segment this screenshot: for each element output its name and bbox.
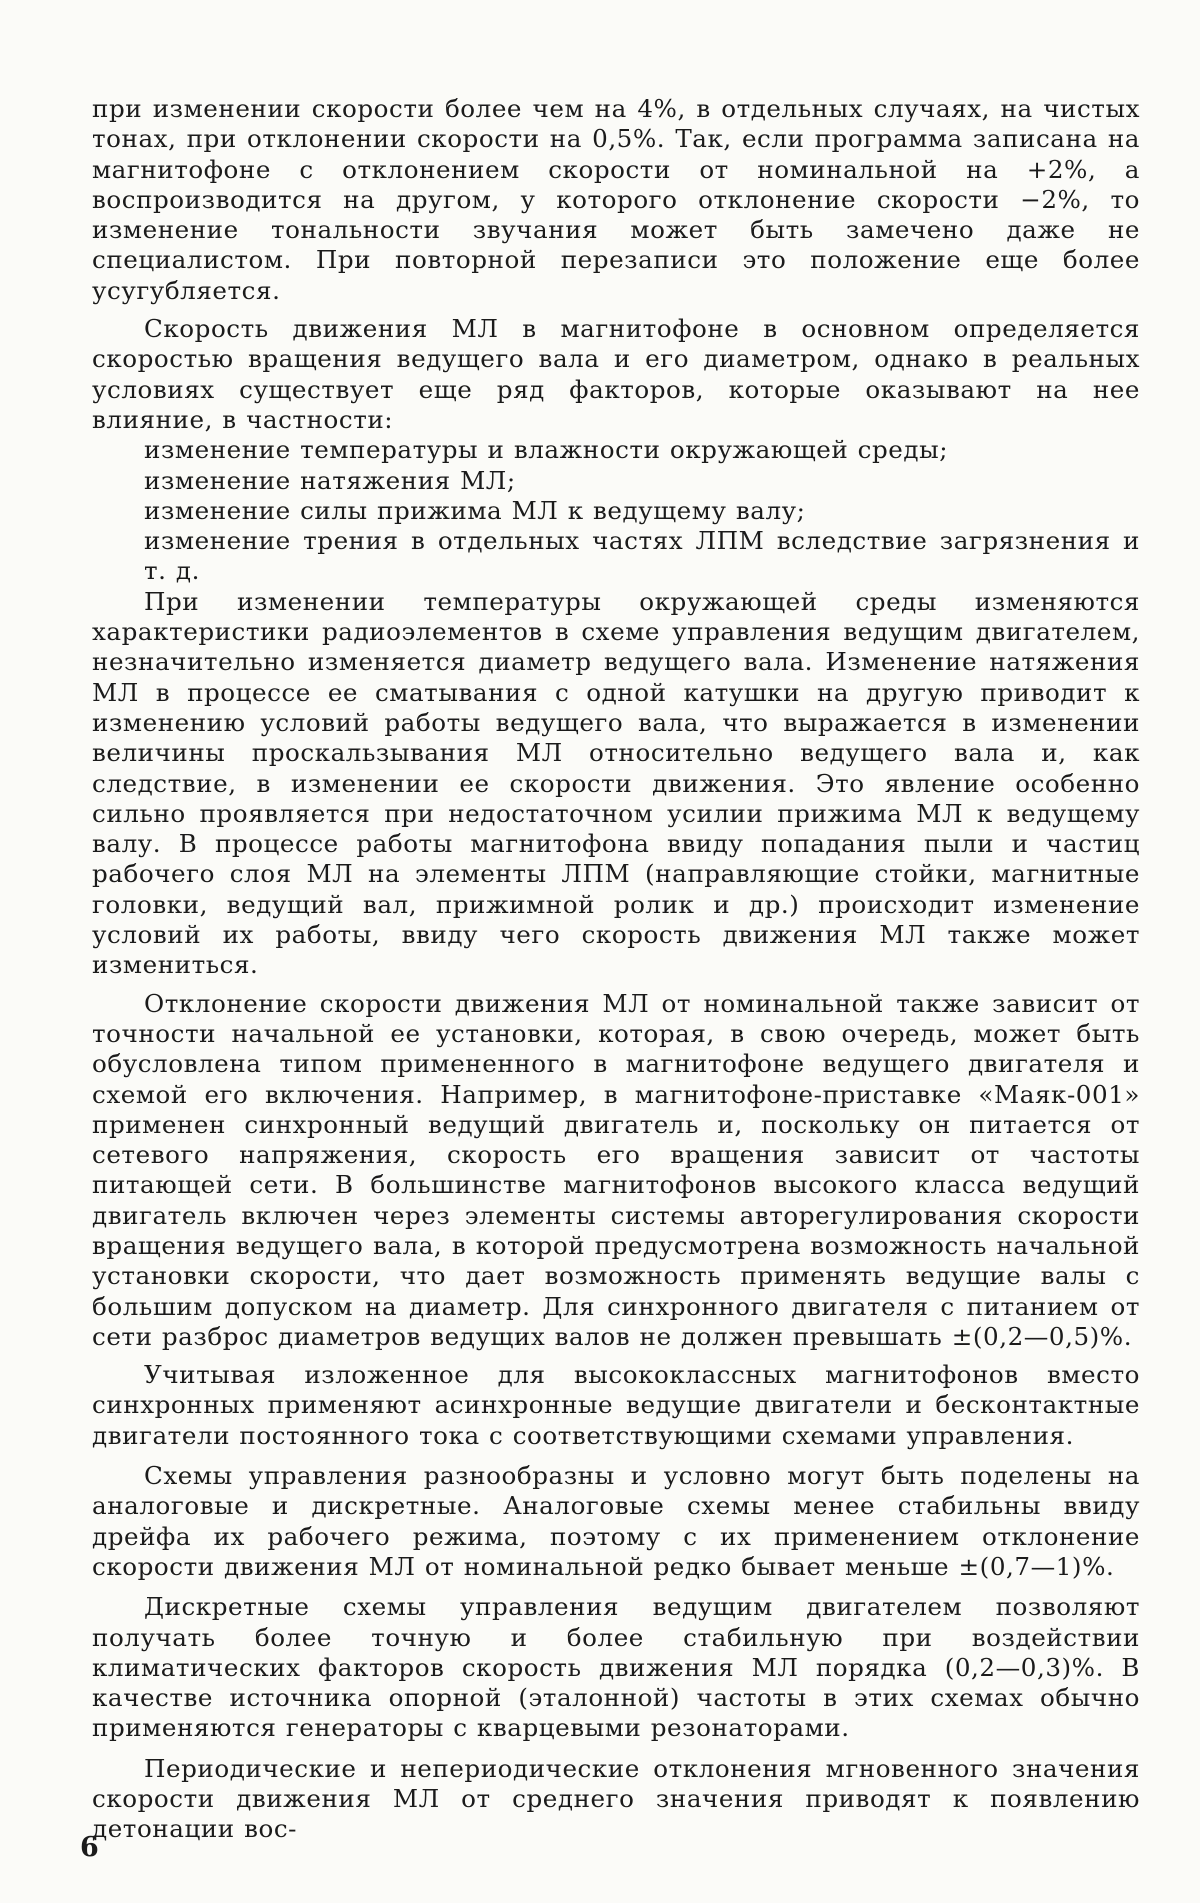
page-number: 6 bbox=[80, 1832, 99, 1863]
paragraph-control-circuits: Схемы управления разнообразны и условно могут быть поделены на аналоговые и дискретные. Аналоговые схемы менее стабильны ввиду дрейфа их рабочего режима, поэтому с их применением отклонение скорости движения МЛ от номинальной редко бывает меньше ±(0,7—1)%. bbox=[92, 1461, 1140, 1581]
list-item-temperature: изменение температуры и влажности окружающей среды; bbox=[144, 435, 949, 465]
paragraph-detonation: Периодические и непериодические отклонения мгновенного значения скорости движения МЛ от среднего значения приводят к появлению детонации вос- bbox=[92, 1753, 1140, 1844]
paragraph-async-motors: Учитывая изложенное для высококлассных магнитофонов вместо синхронных применяют асинхронные ведущие двигатели и бесконтактные двигатели постоянного тока с соответствующими схемами управления. bbox=[92, 1360, 1140, 1450]
paragraph-speed-deviation: Отклонение скорости движения МЛ от номинальной также зависит от точности начальной ее установки, которая, в свою очередь, может быть обусловлена типом примененного в магнитофоне ведущего двигателя и схемой его включения. Например, в магнитофоне-приставке «Маяк-001» применен синхронный ведущий двигатель и, поскольку он питается от сетевого напряжения, скорость его вращения зависит от частоты питающей сети. В большинстве магнитофонов высокого класса ведущий двигатель включен через элементы системы авторегулирования скорости вращения ведущего вала, в которой предусмотрена возможность начальной установки скорости, что дает возможность применять ведущие валы с большим допуском на диаметр. Для синхронного двигателя с питанием от сети разброс диаметров ведущих валов не должен превышать ±(0,2—0,5)%. bbox=[92, 988, 1140, 1351]
page-body-text bbox=[92, 94, 1140, 1845]
list-item-pressure: изменение силы прижима МЛ к ведущему валу; bbox=[144, 495, 806, 525]
list-item-tension: изменение натяжения МЛ; bbox=[144, 465, 516, 495]
paragraph-speed-factors: Скорость движения МЛ в магнитофоне в основном определяется скоростью вращения ведущего вала и его диаметром, однако в реальных условиях существует еще ряд факторов, которые оказывают на нее влияние, в частности: bbox=[92, 314, 1140, 434]
paragraph-temperature-effects: При изменении температуры окружающей среды изменяются характеристики радиоэлементов в схеме управления ведущим двигателем, незначительно изменяется диаметр ведущего вала. Изменение натяжения МЛ в процессе ее сматывания с одной катушки на другую приводит к изменению условий работы ведущего вала, что выражается в изменении величины проскальзывания МЛ относительно ведущего вала и, как следствие, в изменении ее скорости движения. Это явление особенно сильно проявляется при недостаточном усилии прижима МЛ к ведущему валу. В процессе работы магнитофона ввиду попадания пыли и частиц рабочего слоя МЛ на элементы ЛПМ (направляющие стойки, магнитные головки, ведущий вал, прижимной ролик и др.) происходит изменение условий их работы, ввиду чего скорость движения МЛ также может измениться. bbox=[92, 586, 1140, 980]
paragraph-discrete-circuits: Дискретные схемы управления ведущим двигателем позволяют получать более точную и более стабильную при воздействии климатических факторов скорость движения МЛ порядка (0,2—0,3)%. В качестве источника опорной (эталонной) частоты в этих схемах обычно применяются генераторы с кварцевыми резонаторами. bbox=[92, 1592, 1140, 1743]
list-item-friction: изменение трения в отдельных частях ЛПМ вследствие загрязнения и т. д. bbox=[144, 526, 1140, 586]
paragraph-continuation: при изменении скорости более чем на 4%, в отдельных случаях, на чистых тонах, при отклонении скорости на 0,5%. Так, если программа записана на магнитофоне с отклонением скорости от номинальной на +2%, а воспроизводится на другом, у которого отклонение скорости −2%, то изменение тональности звучания может быть замечено даже не специалистом. При повторной перезаписи это положение еще более усугубляется. bbox=[92, 94, 1140, 305]
